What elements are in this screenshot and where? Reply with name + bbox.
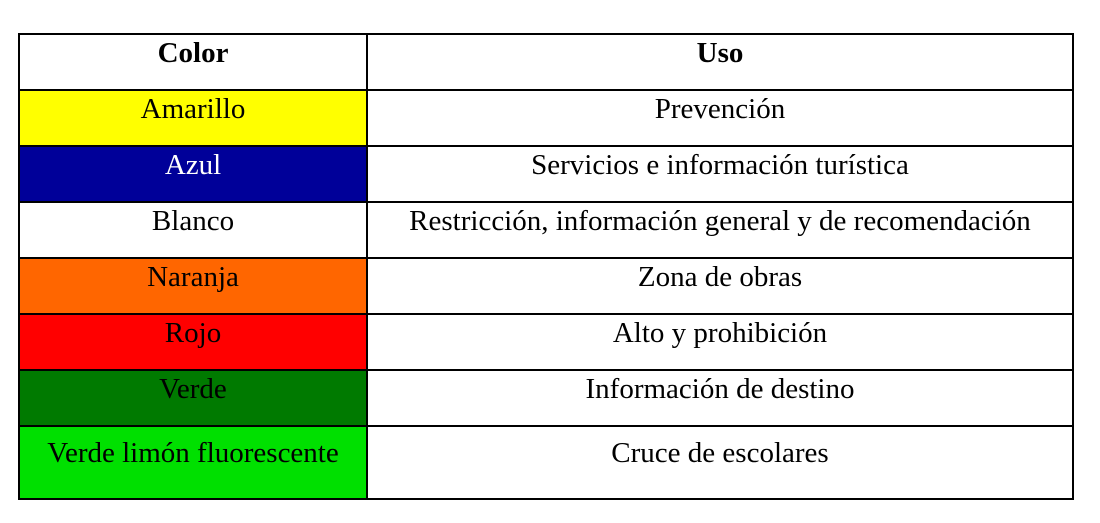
uso-cell: Zona de obras [367, 258, 1073, 314]
uso-cell: Servicios e información turística [367, 146, 1073, 202]
uso-cell: Cruce de escolares [367, 426, 1073, 499]
color-usage-table-container [18, 33, 1074, 500]
uso-cell: Alto y prohibición [367, 314, 1073, 370]
table-row [19, 202, 1073, 258]
color-cell: Rojo [19, 314, 367, 370]
header-color: Color [19, 34, 367, 90]
table-row [19, 370, 1073, 426]
table-row [19, 90, 1073, 146]
color-cell: Verde [19, 370, 367, 426]
color-cell: Verde limón fluorescente [19, 426, 367, 499]
color-cell: Naranja [19, 258, 367, 314]
header-uso: Uso [367, 34, 1073, 90]
color-cell: Amarillo [19, 90, 367, 146]
table-row [19, 258, 1073, 314]
table-row [19, 146, 1073, 202]
color-cell: Azul [19, 146, 367, 202]
color-cell: Blanco [19, 202, 367, 258]
uso-cell: Restricción, información general y de recomendación [367, 202, 1073, 258]
table-row [19, 314, 1073, 370]
uso-cell: Información de destino [367, 370, 1073, 426]
uso-cell: Prevención [367, 90, 1073, 146]
table-row [19, 426, 1073, 499]
color-usage-table [18, 33, 1074, 500]
table-header-row [19, 34, 1073, 90]
